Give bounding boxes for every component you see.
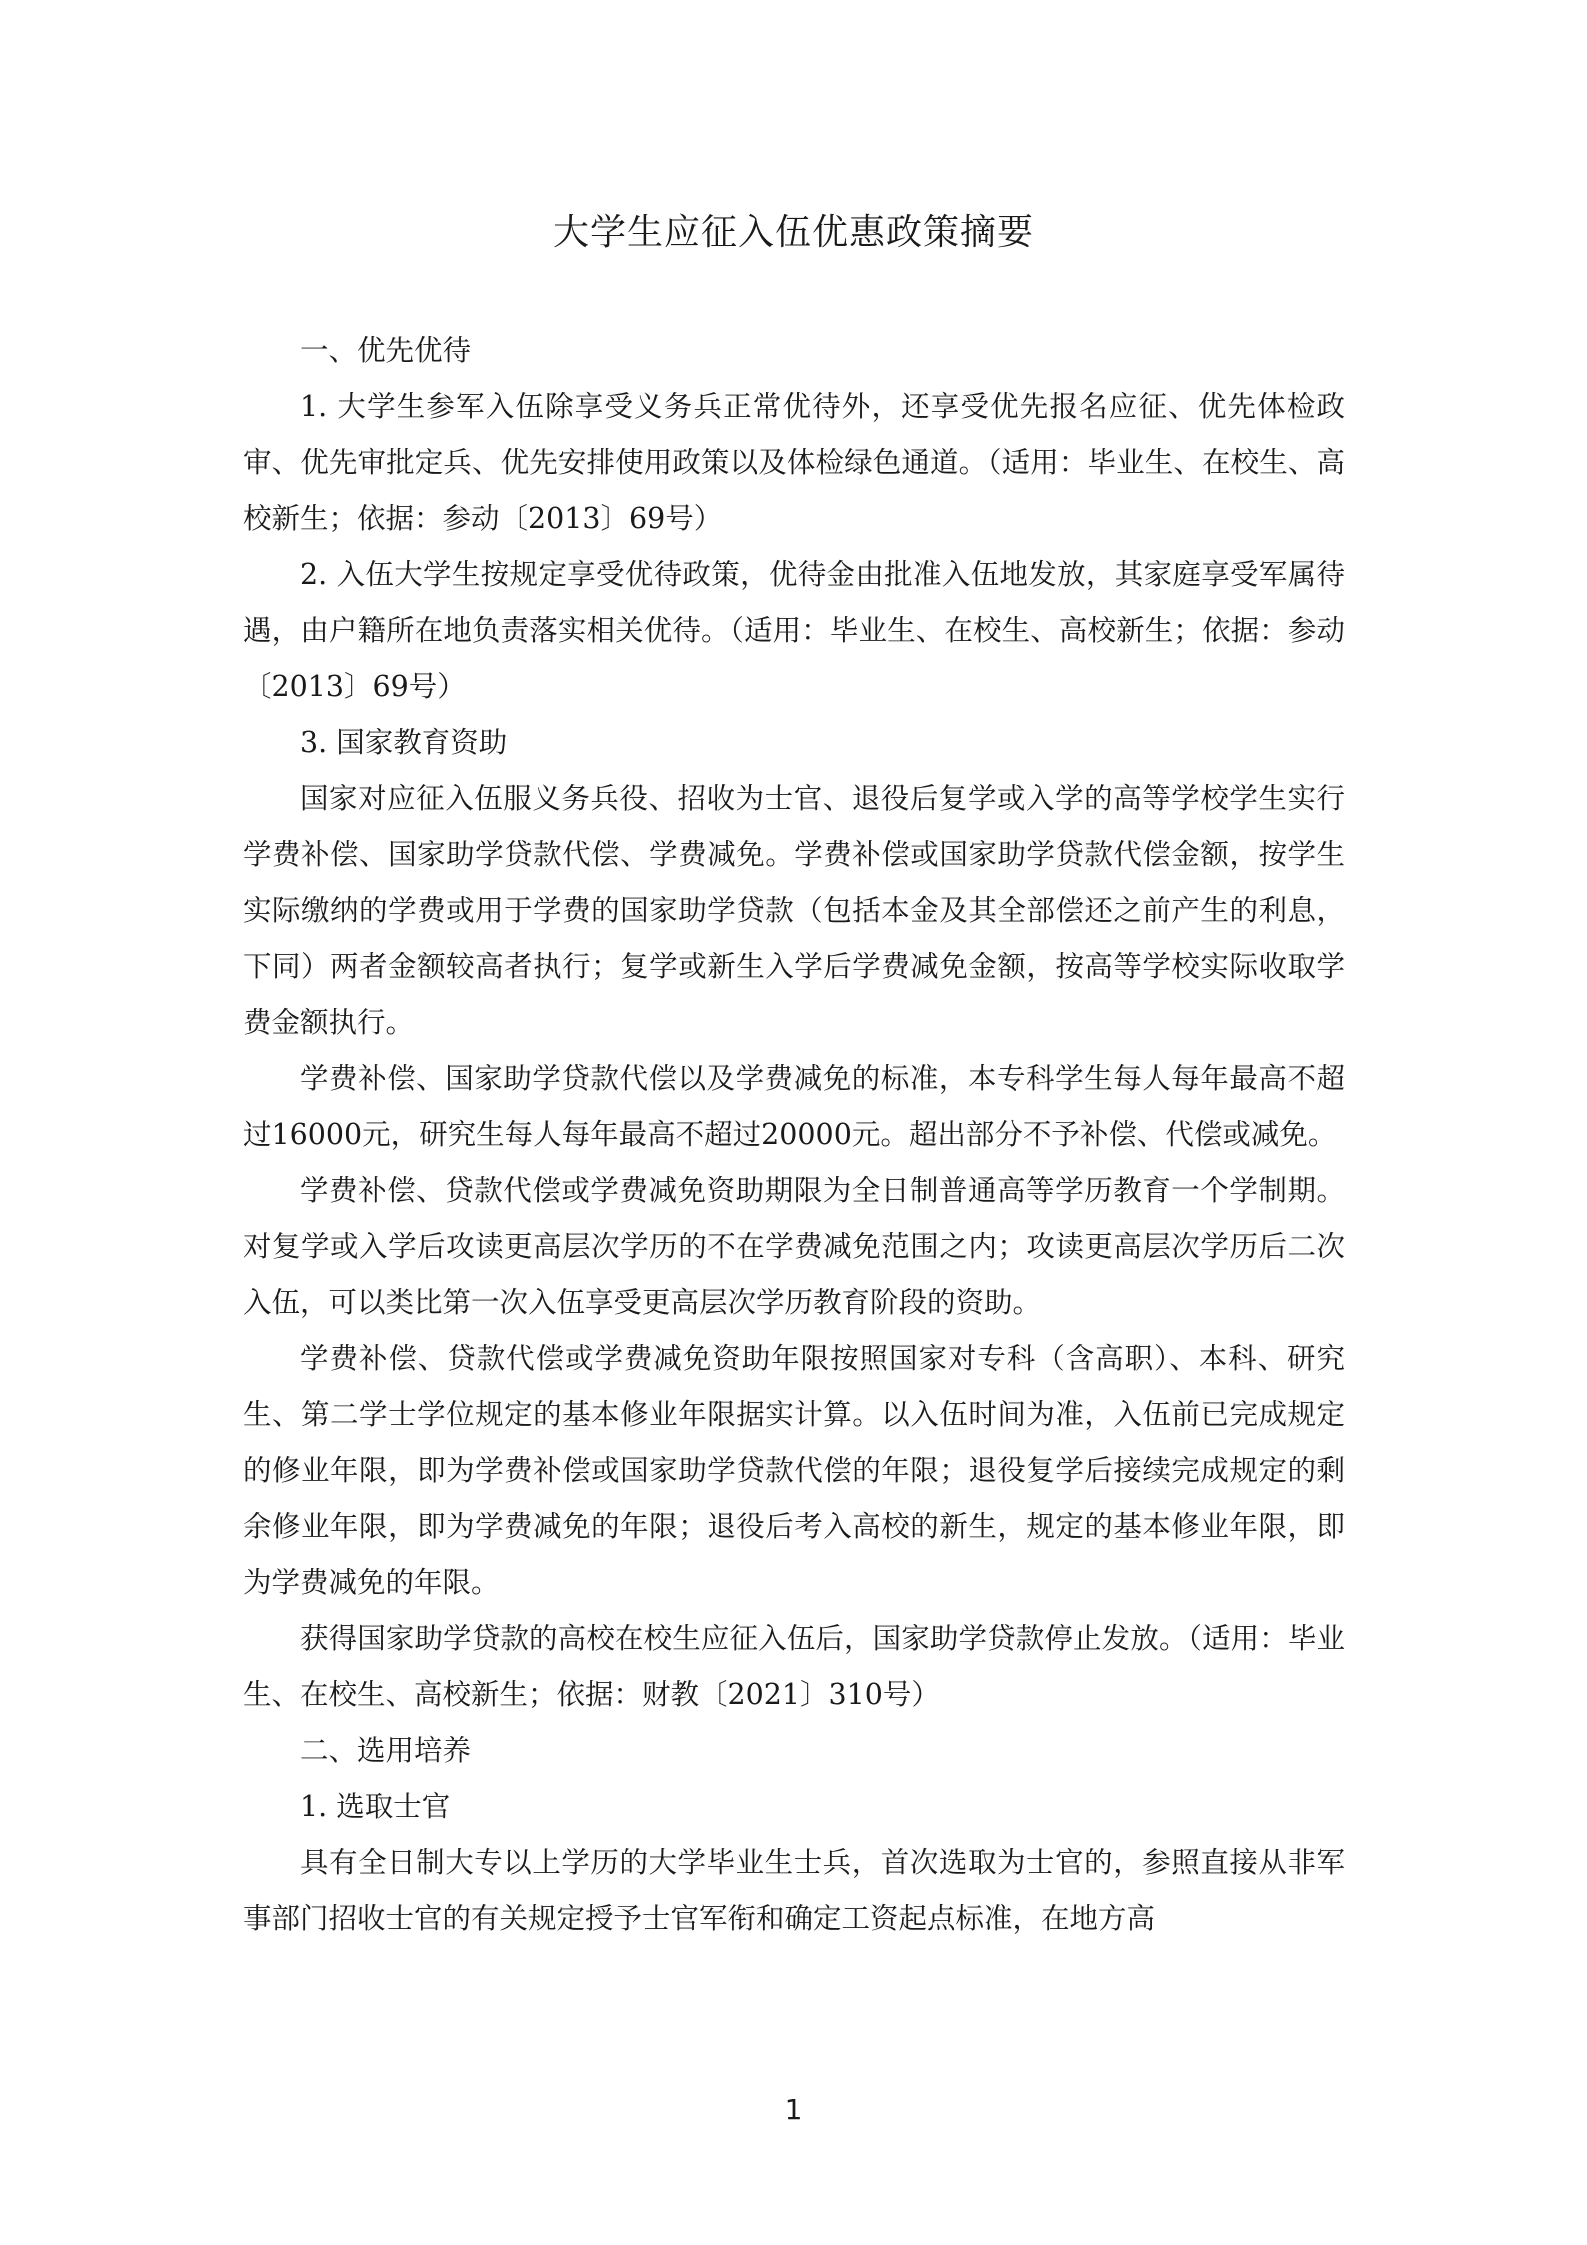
paragraph: 具有全日制大专以上学历的大学毕业生士兵，首次选取为士官的，参照直接从非军事部门招收士官的有关规定授予士官军衔和确定工资起点标准，在地方高 xyxy=(243,1846,1345,1935)
paragraph: 学费补偿、贷款代偿或学费减免资助期限为全日制普通高等学历教育一个学制期。对复学或入学后攻读更高层次学历的不在学费减免范围之内；攻读更高层次学历后二次入伍，可以类比第一次入伍享受更高层次学历教育阶段的资助。 xyxy=(243,1174,1345,1319)
paragraph: 2. 入伍大学生按规定享受优待政策，优待金由批准入伍地发放，其家庭享受军属待遇，由户籍所在地负责落实相关优待。（适用：毕业生、在校生、高校新生；依据：参动〔2013〕69号） xyxy=(243,558,1345,703)
paragraph: 国家对应征入伍服义务兵役、招收为士官、退役后复学或入学的高等学校学生实行学费补偿、国家助学贷款代偿、学费减免。学费补偿或国家助学贷款代偿金额，按学生实际缴纳的学费或用于学费的国家助学贷款（包括本金及其全部偿还之前产生的利息，下同）两者金额较高者执行；复学或新生入学后学费减免金额，按高等学校实际收取学费金额执行。 xyxy=(243,782,1345,1039)
page-title: 大学生应征入伍优惠政策摘要 xyxy=(552,212,1034,253)
paragraph: 学费补偿、贷款代偿或学费减免资助年限按照国家对专科（含高职）、本科、研究生、第二学士学位规定的基本修业年限据实计算。以入伍时间为准，入伍前已完成规定的修业年限，即为学费补偿或国家助学贷款代偿的年限；退役复学后接续完成规定的剩余修业年限，即为学费减免的年限；退役后考入高校的新生，规定的基本修业年限，即为学费减免的年限。 xyxy=(243,1342,1345,1599)
page-number: 1 xyxy=(784,2093,803,2126)
section-heading-priority: 一、优先优待 xyxy=(300,334,472,367)
section-heading-selection: 二、选用培养 xyxy=(300,1734,472,1767)
paragraph: 学费补偿、国家助学贷款代偿以及学费减免的标准，本专科学生每人每年最高不超过16000元，研究生每人每年最高不超过20000元。超出部分不予补偿、代偿或减免。 xyxy=(243,1062,1345,1151)
paragraph: 获得国家助学贷款的高校在校生应征入伍后，国家助学贷款停止发放。（适用：毕业生、在校生、高校新生；依据：财教〔2021〕310号） xyxy=(243,1622,1345,1711)
document-body xyxy=(243,323,1345,1947)
paragraph: 1. 大学生参军入伍除享受义务兵正常优待外，还享受优先报名应征、优先体检政审、优先审批定兵、优先安排使用政策以及体检绿色通道。（适用：毕业生、在校生、高校新生；依据：参动〔2013〕69号） xyxy=(243,390,1345,535)
subheading-select-nco: 1. 选取士官 xyxy=(300,1790,451,1823)
subheading-education-aid: 3. 国家教育资助 xyxy=(300,726,508,759)
